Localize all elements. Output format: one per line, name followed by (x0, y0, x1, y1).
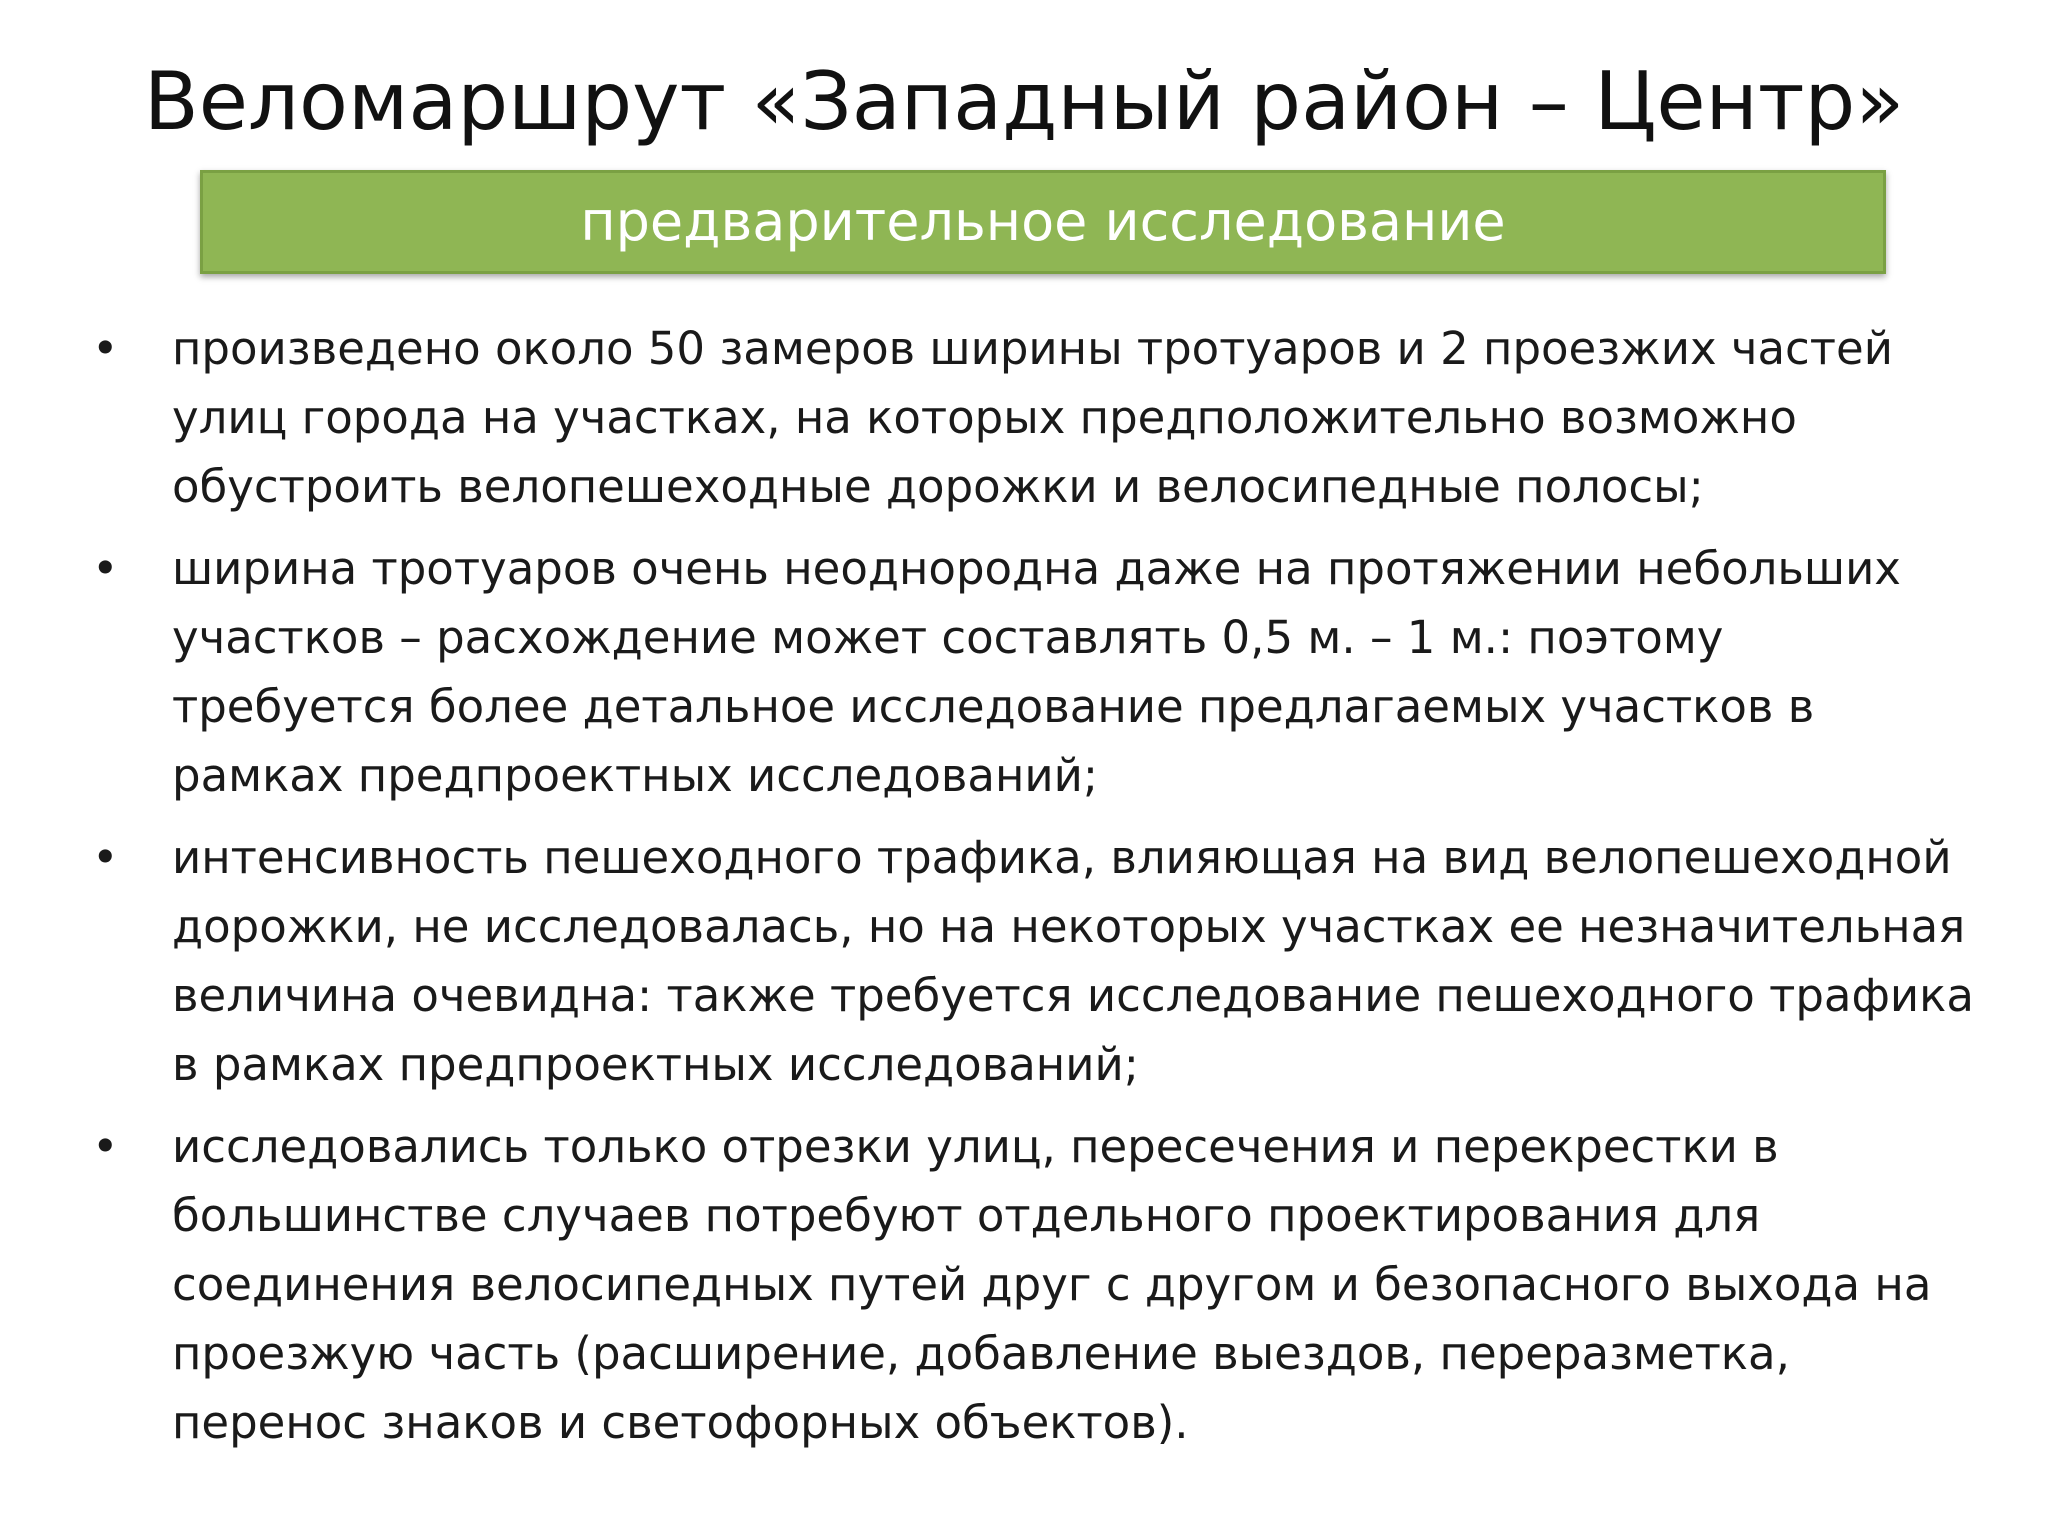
bullet-line: рамках предпроектных исследований; (172, 749, 1099, 802)
bullet-line: соединения велосипедных путей друг с другом и безопасного выхода на (172, 1258, 1932, 1311)
bullet-line: в рамках предпроектных исследований; (172, 1038, 1139, 1091)
bullet-line: проезжую часть (расширение, добавление выездов, переразметка, (172, 1327, 1790, 1380)
bullet-dot-icon: • (92, 831, 119, 884)
bullet-line: перенос знаков и светофорных объектов). (172, 1396, 1189, 1449)
bullet-line: интенсивность пешеходного трафика, влияющая на вид велопешеходной (172, 831, 1952, 884)
bullet-line: величина очевидна: также требуется исследование пешеходного трафика (172, 969, 1974, 1022)
bullet-line: участков – расхождение может составлять 0,5 м. – 1 м.: поэтому (172, 611, 1724, 664)
slide-title: Веломаршрут «Западный район – Центр» (143, 55, 1905, 148)
bullet-line: обустроить велопешеходные дорожки и велосипедные полосы; (172, 460, 1704, 513)
bullet-item-4 (0, 1112, 2048, 1457)
bullet-line: большинстве случаев потребуют отдельного проектирования для (172, 1189, 1761, 1242)
subtitle-text: предварительное исследование (580, 190, 1506, 253)
bullet-dot-icon: • (92, 542, 119, 595)
bullet-list (0, 314, 2048, 1470)
bullet-item-3 (0, 823, 2048, 1099)
bullet-item-2 (0, 534, 2048, 810)
bullet-dot-icon: • (92, 322, 119, 375)
bullet-item-1 (0, 314, 2048, 521)
bullet-line: ширина тротуаров очень неоднородна даже на протяжении небольших (172, 542, 1901, 595)
bullet-line: дорожки, не исследовалась, но на некоторых участках ее незначительная (172, 900, 1966, 953)
subtitle-banner (200, 170, 1886, 274)
bullet-line: улиц города на участках, на которых предположительно возможно (172, 391, 1797, 444)
bullet-line: исследовались только отрезки улиц, пересечения и перекрестки в (172, 1120, 1779, 1173)
bullet-dot-icon: • (92, 1120, 119, 1173)
bullet-line: требуется более детальное исследование предлагаемых участков в (172, 680, 1815, 733)
bullet-line: произведено около 50 замеров ширины тротуаров и 2 проезжих частей (172, 322, 1893, 375)
